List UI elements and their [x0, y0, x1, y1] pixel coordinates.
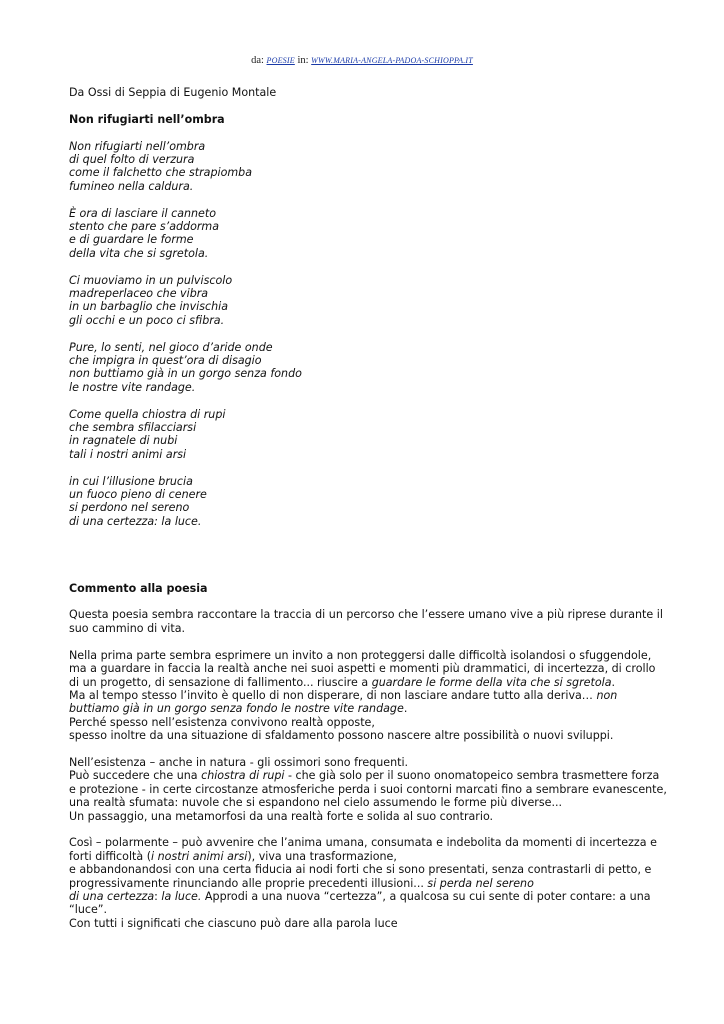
text-run: .	[403, 702, 408, 716]
verse: È ora di lasciare il canneto	[69, 206, 217, 220]
text-run: Un passaggio, una metamorfosi da una realtà forte e solida al suo contrario.	[69, 809, 494, 823]
verse: di una certezza: la luce.	[69, 514, 202, 528]
text-run: :	[154, 889, 162, 903]
verse: Pure, lo senti, nel gioco d’aride onde	[69, 340, 273, 354]
text-run: Ma al tempo stesso l’invito è quello di non disperare, di non lasciare andare tutto alla deriva…	[69, 688, 597, 702]
comment-paragraph	[69, 756, 669, 823]
website-link[interactable]: WWW.MARIA-ANGELA-PADOA-SCHIOPPA.IT	[311, 56, 473, 65]
verse: Ci muoviamo in un pulviscolo	[69, 273, 233, 287]
comment-paragraph	[69, 649, 669, 743]
source-line: Da Ossi di Seppia di Eugenio Montale	[69, 86, 277, 99]
text-run: Perché spesso nell’esistenza convivono realtà opposte,	[69, 715, 375, 729]
verse: come il falchetto che strapiomba	[69, 166, 253, 180]
text-run: Così – polarmente – può avvenire che l’anima umana, consumata e indebolita da momenti di incertezza e forti difficoltà (	[69, 836, 657, 863]
quote-run: i nostri animi arsi	[151, 849, 248, 863]
quote-run: guardare le forme della vita che si sgretola	[371, 675, 612, 689]
document-body	[69, 86, 669, 944]
text-run: Nell’esistenza – anche in natura - gli ossimori sono frequenti.	[69, 755, 409, 769]
page-header	[0, 55, 724, 66]
text-run: ), viva una trasformazione,	[247, 849, 397, 863]
quote-run: di una certezza	[69, 889, 155, 903]
verse: in cui l’illusione brucia	[69, 474, 193, 488]
verse: che sembra sfilacciarsi	[69, 421, 197, 435]
text-run: .	[611, 675, 616, 689]
text-run: Può succedere che una	[69, 769, 202, 783]
verse: in un barbaglio che invischia	[69, 300, 229, 314]
stanza	[69, 207, 669, 261]
quote-run: si perda nel sereno	[427, 876, 534, 890]
verse: in ragnatele di nubi	[69, 434, 178, 448]
spacer	[69, 542, 669, 582]
verse: della vita che si sgretola.	[69, 246, 209, 260]
verse: fumineo nella caldura.	[69, 179, 194, 193]
verse: si perdono nel sereno	[69, 501, 190, 515]
quote-run: non buttiamo già in un gorgo senza fondo le nostre vite randage	[69, 688, 618, 716]
text-run: Approdi a una nuova “certezza”, a qualcosa su cui sente di poter contare: a una “luce”.	[69, 889, 651, 917]
stanza	[69, 341, 669, 395]
verse: Non rifugiarti nell’ombra	[69, 139, 206, 153]
text-run: - che già solo per il suono onomatopeico sembra trasmettere forza e protezione - in certe circostanze atmosferiche perda i suoi contorni marcati fino a sembrare evanescente, una realtà sfumata: nuvole che si espandono nel cielo assumendo le forme più diverse...	[69, 769, 667, 810]
comment-paragraph: Questa poesia sembra raccontare la traccia di un percorso che l’essere umano vive a più riprese durante il suo cammino di vita.	[69, 608, 663, 635]
poem-title: Non rifugiarti nell’ombra	[69, 112, 225, 126]
verse: un fuoco pieno di cenere	[69, 488, 207, 502]
stanza	[69, 475, 669, 529]
text-run: Con tutti i significati che ciascuno può dare alla parola luce	[69, 916, 398, 930]
verse: le nostre vite randage.	[69, 380, 196, 394]
verse: madreperlaceo che vibra	[69, 287, 209, 301]
stanza	[69, 408, 669, 462]
text-run: Nella prima parte sembra esprimere un invito a non proteggersi dalle difficoltà isolandosi o sfuggendole, ma a guardare in faccia la realtà anche nei suoi aspetti e momenti più drammatici, di incertezza, di crollo di un progetto, di sensazione di fallimento... riuscire a	[69, 648, 656, 689]
verse: che impigra in quest’ora di disagio	[69, 354, 262, 368]
verse: stento che pare s’addorma	[69, 220, 220, 234]
quote-run: la luce.	[161, 889, 202, 903]
header-prefix: da:	[251, 55, 264, 66]
header-middle: in:	[297, 55, 309, 66]
comment-paragraph	[69, 836, 669, 930]
verse: tali i nostri animi arsi	[69, 447, 187, 461]
verse: e di guardare le forme	[69, 233, 194, 247]
poem	[69, 140, 669, 529]
quote-run: chiostra di rupi	[201, 769, 285, 783]
stanza	[69, 140, 669, 194]
text-run: spesso inoltre da una situazione di sfaldamento possono nascere altre possibilità o nuovi sviluppi.	[69, 729, 614, 743]
verse: Come quella chiostra di rupi	[69, 407, 226, 421]
verse: di quel folto di verzura	[69, 153, 195, 166]
comment-title: Commento alla poesia	[69, 581, 208, 595]
verse: non buttiamo già in un gorgo senza fondo	[69, 367, 302, 381]
text-run: e abbandonandosi con una certa fiducia ai nodi forti che si sono presentati, senza contrastarli di petto, e progressivamente rinunciando alle proprie precedenti illusioni...	[69, 863, 652, 890]
poesie-link[interactable]: POESIE	[266, 56, 295, 65]
stanza	[69, 274, 669, 328]
verse: gli occhi e un poco ci sfibra.	[69, 313, 225, 327]
